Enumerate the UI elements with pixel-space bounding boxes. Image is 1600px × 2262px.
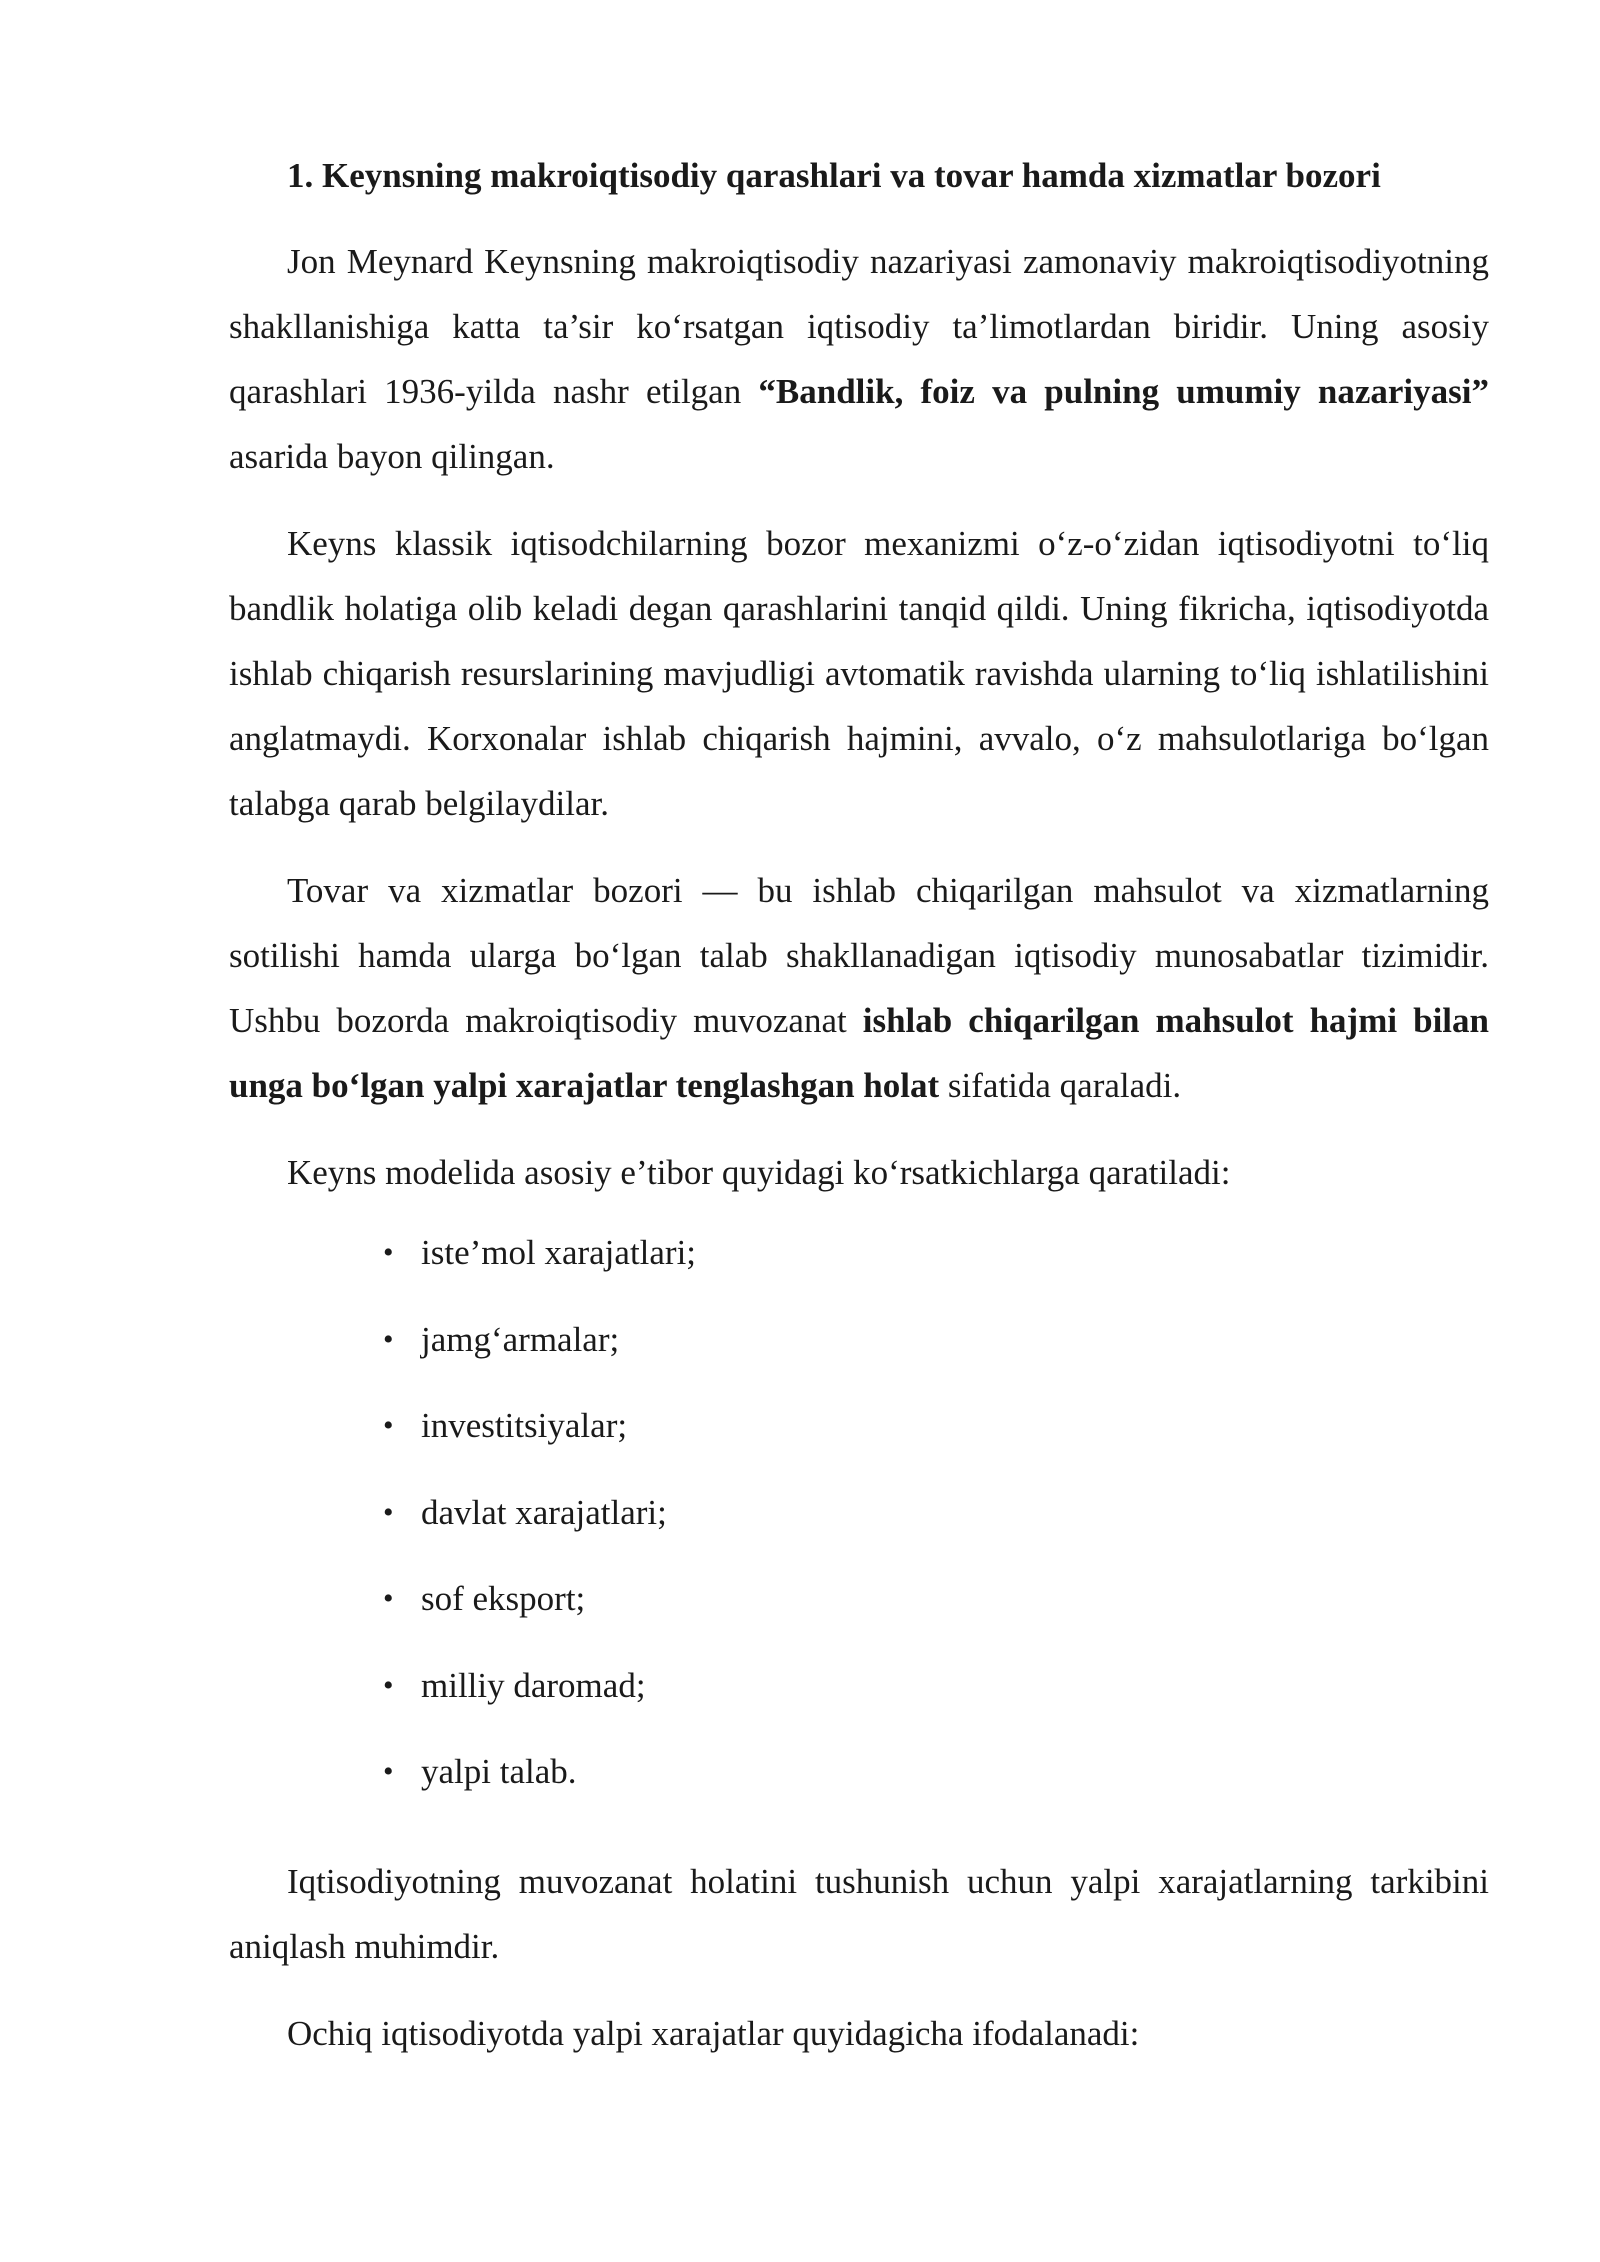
- book-title-bold: “Bandlik, foiz va pulning umumiy nazariyasi”: [758, 372, 1489, 411]
- list-item: [229, 1310, 1489, 1397]
- list-item-text: davlat xarajatlari;: [421, 1492, 667, 1532]
- list-item: [229, 1396, 1489, 1483]
- bullet-icon: •: [383, 1409, 394, 1442]
- paragraph-text: asarida bayon qilingan.: [229, 437, 555, 476]
- list-item: [229, 1569, 1489, 1656]
- bullet-icon: •: [383, 1236, 394, 1269]
- paragraph-text: Tovar va xizmatlar bozori — bu ishlab chiqarilgan mahsulot va xizmatlarning sotilishi hamda ularga bo‘lgan talab shakllanadigan iqtisodiy munosabatlar tizimidir. Ushbu bozorda makroiqtisodiy muvozanat: [229, 871, 1489, 1040]
- paragraph-equilibrium-note: Iqtisodiyotning muvozanat holatini tushunish uchun yalpi xarajatlarning tarkibini aniqlash muhimdir.: [229, 1861, 1489, 1966]
- bullet-icon: •: [383, 1755, 394, 1788]
- section-heading: 1. Keynsning makroiqtisodiy qarashlari va tovar hamda xizmatlar bozori: [287, 156, 1381, 195]
- bullet-icon: •: [383, 1322, 394, 1356]
- bullet-icon: •: [383, 1495, 394, 1529]
- paragraph-goods-market: [229, 858, 1489, 1118]
- list-item: [229, 1223, 1489, 1310]
- indicators-list: [229, 1223, 1489, 1829]
- list-item: [229, 1656, 1489, 1743]
- paragraph-text: sifatida qaraladi.: [939, 1066, 1182, 1105]
- equilibrium-definition-bold: ishlab chiqarilgan mahsulot hajmi bilan unga bo‘lgan yalpi xarajatlar tenglashgan holat: [229, 1001, 1489, 1105]
- document-body: [229, 145, 1489, 2088]
- paragraph-text: Jon Meynard Keynsning makroiqtisodiy nazariyasi zamonaviy makroiqtisodiyotning shakllanishiga katta ta’sir ko‘rsatgan iqtisodiy ta’limotlardan biridir. Uning asosiy qarashlari 1936-yilda nashr etilgan: [229, 242, 1489, 411]
- list-item-text: sof eksport;: [421, 1579, 586, 1618]
- paragraph-open-economy: Ochiq iqtisodiyotda yalpi xarajatlar quyidagicha ifodalanadi:: [287, 2013, 1140, 2053]
- list-item-text: investitsiyalar;: [421, 1406, 628, 1445]
- paragraph-keynes-intro: [229, 229, 1489, 489]
- list-item: [229, 1483, 1489, 1570]
- list-item-text: iste’mol xarajatlari;: [421, 1233, 697, 1272]
- list-item: [229, 1742, 1489, 1829]
- bullet-icon: •: [383, 1582, 394, 1615]
- list-item-text: jamg‘armalar;: [421, 1319, 620, 1359]
- list-item-text: yalpi talab.: [421, 1752, 577, 1791]
- list-item-text: milliy daromad;: [421, 1665, 646, 1705]
- bullet-icon: •: [383, 1668, 394, 1702]
- paragraph-indicators-intro: Keyns modelida asosiy e’tibor quyidagi ko‘rsatkichlarga qaratiladi:: [287, 1153, 1231, 1192]
- paragraph-keynes-critique: Keyns klassik iqtisodchilarning bozor mexanizmi o‘z-o‘zidan iqtisodiyotni to‘liq bandlik holatiga olib keladi degan qarashlarini tanqid qildi. Uning fikricha, iqtisodiyotda ishlab chiqarish resurslarining mavjudligi avtomatik ravishda ularning to‘liq ishlatilishini anglatmaydi. Korxonalar ishlab chiqarish hajmini, avvalo, o‘z mahsulotlariga bo‘lgan talabga qarab belgilaydilar.: [229, 524, 1489, 823]
